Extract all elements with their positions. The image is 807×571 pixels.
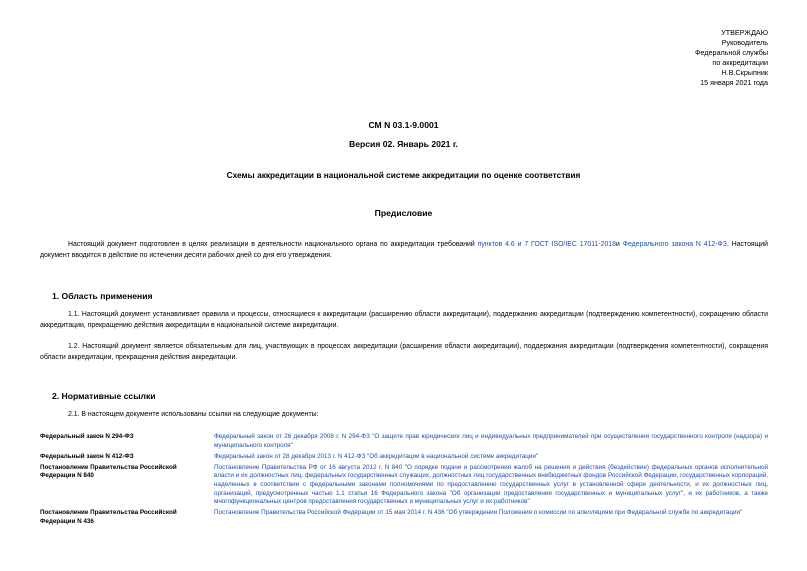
reference-key: Федеральный закон N 412-ФЗ bbox=[40, 452, 134, 460]
document-number: СМ N 03.1-9.0001 bbox=[368, 120, 439, 130]
reference-link[interactable]: Федеральный закон от 26 декабря 2008 г. N 294-ФЗ "О защите прав юридических лиц и индивидуальных предпринимателей при осуществлении государственного контроля (надзора) и муниципального контроля" bbox=[214, 433, 768, 449]
preface-paragraph bbox=[40, 239, 768, 261]
reference-link[interactable]: Федеральный закон от 28 декабря 2013 г. N 412-ФЗ "Об аккредитации в национальной системе аккредитации" bbox=[214, 452, 539, 460]
approval-line: Руководитель bbox=[721, 38, 768, 47]
preface-text: Настоящий документ подготовлен в целях реализации в деятельности национального органа по аккредитации требований bbox=[68, 241, 478, 248]
table-row bbox=[40, 433, 768, 453]
approval-line: Н.В.Скрыпник bbox=[721, 68, 768, 77]
approval-line: 15 января 2021 года bbox=[700, 78, 768, 87]
section-1-heading: 1. Область применения bbox=[52, 291, 153, 301]
preface-text: и bbox=[615, 241, 623, 248]
section-2-heading: 2. Нормативные ссылки bbox=[52, 391, 156, 401]
approval-line: Федеральной службы bbox=[694, 48, 768, 57]
table-row bbox=[40, 509, 768, 529]
section-1-paragraph-2: 1.2. Настоящий документ является обязательным для лиц, участвующих в процессах аккредитации (расширения области аккредитации), поддержания аккредитации (подтверждения компетентности), сокращения области аккредитации, прекращения действия аккредитации. bbox=[40, 343, 768, 361]
reference-key: Постановление Правительства Российской Федерации N 840 bbox=[40, 463, 177, 480]
approval-line: УТВЕРЖДАЮ bbox=[721, 28, 768, 37]
section-1-paragraph-1: 1.1. Настоящий документ устанавливает правила и процессы, относящиеся к аккредитации (расширению области аккредитации), поддержанию аккредитации (подтверждению компетентности), сокращению области аккредитации, прекращению действия аккредитации в национальной системе аккредитации. bbox=[40, 311, 768, 329]
reference-key: Постановление Правительства Российской Федерации N 436 bbox=[40, 509, 177, 525]
document-version: Версия 02. Январь 2021 г. bbox=[349, 139, 458, 149]
preface-text: . Настоящий документ вводится в действие по истечении десяти рабочих дней со дня его утверждения. bbox=[40, 241, 769, 259]
gost-link[interactable]: пунктов 4.6 и 7 ГОСТ ISO/IEC 17011-2018 bbox=[477, 241, 616, 248]
reference-link[interactable]: Постановление Правительства Российской Федерации от 15 мая 2014 г. N 436 "Об утверждении Положения о комиссии по апелляциям при Федеральной службе по аккредитации" bbox=[214, 509, 743, 517]
approval-block bbox=[695, 28, 768, 88]
reference-link[interactable]: Постановление Правительства РФ от 16 августа 2012 г. N 840 "О порядке подачи и рассмотрения жалоб на решения и действия (бездействие) федеральных органов исполнительной власти и их должностных лиц, федеральных государственных служащих, должностных лиц государственных внебюджетных фондов Российской Федерации, государственных корпораций, наделенных в соответствии с федеральными законами полномочиями по предоставлению государственных услуг в установленной сфере деятельности, и их должностных лиц, организаций, предусмотренных частью 1.1 статьи 16 Федерального закона "Об организации предоставления государственных и муниципальных услуг", и их работников, а также многофункциональных центров предоставления государственных и муниципальных услуг и их работников" bbox=[214, 463, 768, 506]
section-2-paragraph-1: 2.1. В настоящем документе использованы ссылки на следующие документы: bbox=[68, 411, 319, 418]
table-row bbox=[40, 464, 768, 509]
references-table bbox=[40, 433, 768, 529]
reference-key: Федеральный закон N 294-ФЗ bbox=[40, 433, 134, 440]
preface-heading: Предисловие bbox=[374, 208, 433, 218]
table-row bbox=[40, 453, 768, 464]
document-title: Схемы аккредитации в национальной системе аккредитации по оценке соответствия bbox=[226, 170, 581, 180]
approval-line: по аккредитации bbox=[712, 58, 768, 67]
federal-law-412-link[interactable]: Федерального закона N 412-ФЗ bbox=[622, 241, 727, 248]
